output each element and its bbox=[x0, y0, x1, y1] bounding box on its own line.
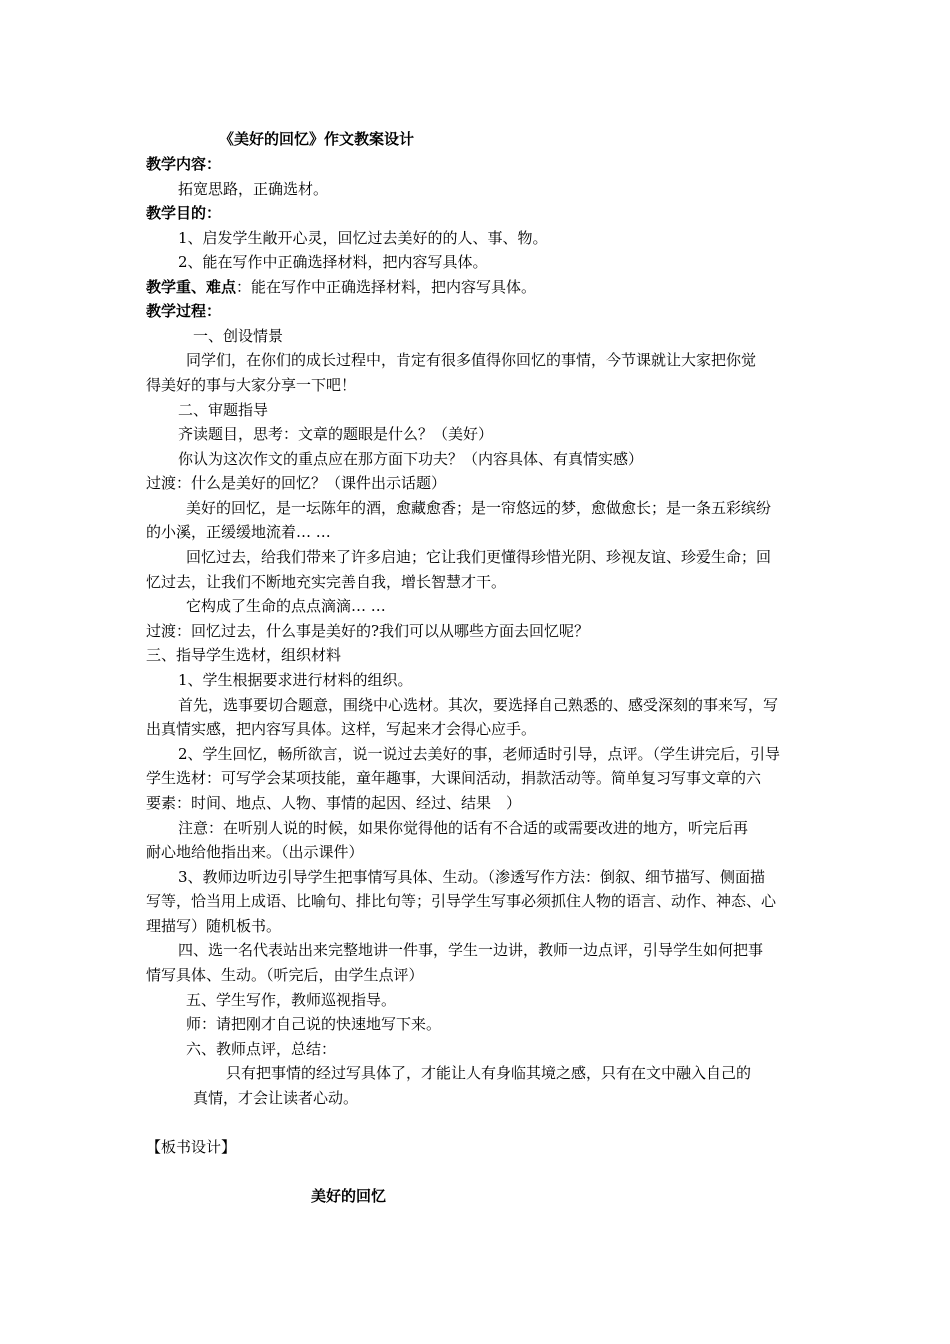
section-heading: 二、审题指导 bbox=[178, 401, 269, 419]
document-title: 《美好的回忆》作文教案设计 bbox=[219, 130, 415, 148]
paragraph-line: 1、启发学生敞开心灵，回忆过去美好的的人、事、物。 bbox=[178, 229, 548, 247]
paragraph-line: 学生选材：可写学会某项技能，童年趣事，大课间活动，捐款活动等。简单复习写事文章的六 bbox=[146, 769, 762, 787]
paragraph-line: 注意：在听别人说的时候，如果你觉得他的话有不合适的或需要改进的地方，听完后再 bbox=[178, 819, 749, 837]
paragraph-line: 忆过去，让我们不断地充实完善自我，增长智慧才干。 bbox=[146, 573, 507, 591]
paragraph-line: 3、教师边听边引导学生把事情写具体、生动。（渗透写作方法：倒叙、细节描写、侧面描 bbox=[178, 868, 766, 886]
paragraph-line: 要素：时间、地点、人物、事情的起因、经过、结果 ） bbox=[146, 794, 522, 812]
key-points-text: ：能在写作中正确选择材料，把内容写具体。 bbox=[236, 278, 537, 296]
paragraph-line: 只有把事情的经过写具体了，才能让人有身临其境之感，只有在文中融入自己的 bbox=[226, 1064, 752, 1082]
paragraph-line: 美好的回忆，是一坛陈年的酒，愈藏愈香；是一帘悠远的梦，愈做愈长；是一条五彩缤纷 bbox=[186, 499, 772, 517]
paragraph-line: 的小溪，正缓缓地流着… … bbox=[146, 523, 331, 541]
paragraph-line: 真情，才会让读者心动。 bbox=[193, 1089, 359, 1107]
paragraph-line: 过渡：什么是美好的回忆？（课件出示话题） bbox=[146, 474, 447, 492]
section-heading: 三、指导学生选材，组织材料 bbox=[146, 646, 342, 664]
paragraph-line: 1、学生根据要求进行材料的组织。 bbox=[178, 671, 413, 689]
paragraph-line: 四、选一名代表站出来完整地讲一件事，学生一边讲，教师一边点评，引导学生如何把事 bbox=[178, 941, 764, 959]
paragraph-line: 情写具体、生动。（听完后，由学生点评） bbox=[146, 966, 424, 984]
paragraph-line: 得美好的事与大家分享一下吧！ bbox=[146, 376, 357, 394]
paragraph-line: 师：请把刚才自己说的快速地写下来。 bbox=[186, 1015, 442, 1033]
paragraph-line: 2、能在写作中正确选择材料，把内容写具体。 bbox=[178, 253, 488, 271]
board-design-heading: 【板书设计】 bbox=[146, 1138, 237, 1156]
paragraph-line: 出真情实感，把内容写具体。这样，写起来才会得心应手。 bbox=[146, 720, 537, 738]
paragraph-line bbox=[146, 277, 536, 297]
paragraph-line: 过渡：回忆过去，什么事是美好的?我们可以从哪些方面去回忆呢？ bbox=[146, 622, 590, 640]
board-design-title: 美好的回忆 bbox=[311, 1187, 387, 1205]
heading-teaching-goals: 教学目的： bbox=[146, 204, 222, 222]
paragraph-line: 耐心地给他指出来。（出示课件） bbox=[146, 843, 364, 861]
paragraph-line: 它构成了生命的点点滴滴… … bbox=[186, 597, 386, 615]
paragraph-line: 理描写）随机板书。 bbox=[146, 917, 282, 935]
paragraph-line: 拓宽思路，正确选材。 bbox=[178, 180, 329, 198]
section-heading: 五、学生写作，教师巡视指导。 bbox=[186, 991, 397, 1009]
paragraph-line: 同学们，在你们的成长过程中，肯定有很多值得你回忆的事情，今节课就让大家把你觉 bbox=[186, 351, 757, 369]
paragraph-line: 2、学生回忆，畅所欲言，说一说过去美好的事，老师适时引导，点评。（学生讲完后，引导 bbox=[178, 745, 781, 763]
section-heading: 六、教师点评，总结： bbox=[186, 1040, 337, 1058]
heading-teaching-process: 教学过程： bbox=[146, 302, 222, 320]
heading-key-points: 教学重、难点 bbox=[146, 278, 237, 296]
paragraph-line: 齐读题目，思考：文章的题眼是什么？（美好） bbox=[178, 425, 494, 443]
heading-teaching-content: 教学内容： bbox=[146, 155, 222, 173]
paragraph-line: 回忆过去，给我们带来了许多启迪；它让我们更懂得珍惜光阴、珍视友谊、珍爱生命；回 bbox=[186, 548, 772, 566]
paragraph-line: 写等，恰当用上成语、比喻句、排比句等；引导学生写事必须抓住人物的语言、动作、神态、心 bbox=[146, 892, 777, 910]
section-heading: 一、创设情景 bbox=[193, 327, 284, 345]
paragraph-line: 首先，选事要切合题意，围绕中心选材。其次，要选择自己熟悉的、感受深刻的事来写，写 bbox=[178, 696, 779, 714]
paragraph-line: 你认为这次作文的重点应在那方面下功夫？（内容具体、有真情实感） bbox=[178, 450, 644, 468]
